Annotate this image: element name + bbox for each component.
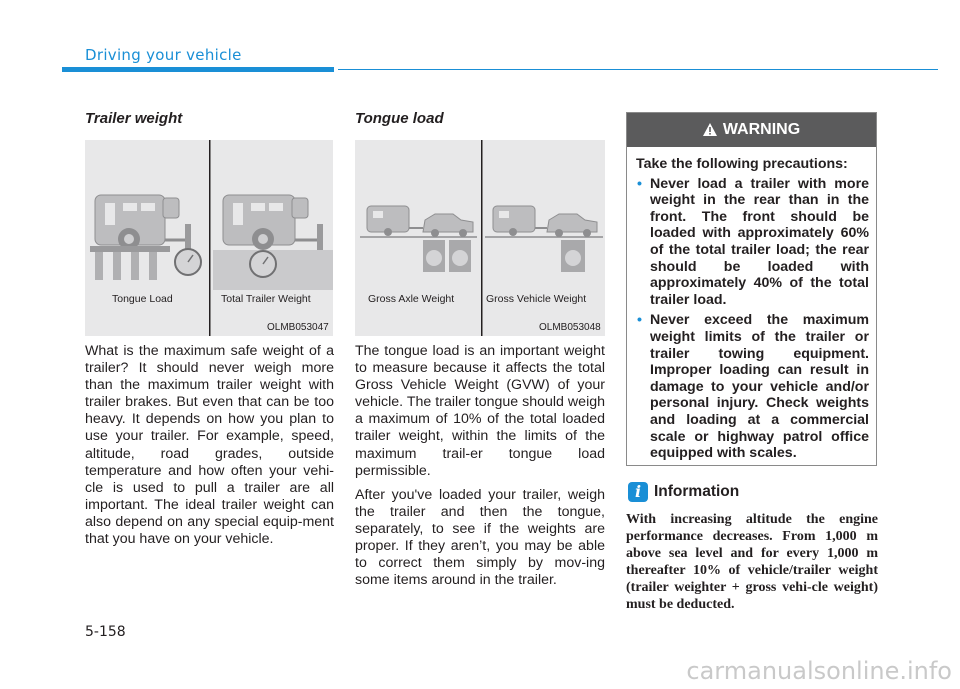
- gross-axle-weight-label: Gross Axle Weight: [368, 293, 455, 305]
- tongue-load-figure: [355, 140, 605, 336]
- warning-item: [636, 176, 869, 309]
- warning-item: [636, 312, 869, 461]
- warning-title: [627, 113, 876, 147]
- tongue-load-text-1: The tongue load is an important weight to measure because it affects the total Gross Vehicle Weight (GVW) of your vehicle. The trailer tongue should weigh a maximum of 10% of the total loaded trailer weight, within the limits of the maximum trail-er tongue load permissible.: [355, 343, 605, 479]
- watermark: carmanualsonline.info: [686, 657, 952, 685]
- header-rule: [338, 69, 938, 70]
- warning-body: [636, 156, 869, 466]
- section-title: Driving your vehicle: [85, 46, 242, 64]
- warning-box: [626, 112, 877, 466]
- page-number: 5-158: [85, 624, 126, 640]
- figure-code: OLMB053048: [539, 322, 601, 333]
- bullet-dot-icon: •: [637, 312, 642, 329]
- warning-intro: Take the following precautions:: [636, 156, 848, 172]
- tongue-load-heading: Tongue load: [355, 110, 444, 127]
- warning-item-text: Never load a trailer with more weight in the rear than in the front. The front should be loaded with approximately 60% of the total trailer load; the rear should be loaded with approximately 40% of the total trailer load.: [650, 175, 869, 308]
- warning-list: [636, 176, 869, 462]
- warning-triangle-icon: [703, 123, 717, 136]
- information-title: Information: [654, 483, 740, 500]
- trailer-weight-figure: [85, 140, 333, 336]
- warning-item-text: Never exceed the maximum weight limits of the trailer or trailer towing equipment. Improper loading can result in damage to your vehicle and/or personal injury. Check weights and loading at a commercial scale or highway patrol office equipped with scales.: [650, 312, 869, 462]
- information-text: With increasing altitude the engine performance decreases. From 1,000 m above sea level and for every 1,000 m thereafter 10% of vehicle/trailer weight (trailer weighter + gross vehi-cle weight) must be deducted.: [626, 512, 878, 612]
- trailer-weight-illustration: [85, 140, 333, 336]
- info-icon: i: [628, 482, 648, 502]
- header-accent-bar: [62, 67, 334, 72]
- trailer-weight-heading: Trailer weight: [85, 110, 183, 127]
- tongue-load-text-2: After you've loaded your trailer, weigh the trailer and then the tongue, separately, to see if the weights are proper. If they aren’t, you may be able to correct them simply by mov-ing some items around in the trailer.: [355, 486, 605, 589]
- tongue-load-illustration: [355, 140, 605, 336]
- warning-title-text: WARNING: [722, 121, 801, 138]
- tongue-load-paragraphs: [355, 343, 605, 596]
- trailer-weight-paragraph: [85, 343, 334, 555]
- bullet-dot-icon: •: [637, 175, 642, 192]
- tongue-load-label: Tongue Load: [112, 293, 173, 305]
- trailer-weight-text: What is the maximum safe weight of a trailer? It should never weigh more than the maximum trailer weight with trailer brakes. But even that can be too heavy. It depends on how you plan to use your trailer. For example, speed, altitude, road grades, outside temperature and how often your vehi-cle is used to pull a trailer are all important. The ideal trailer weight can also depend on any special equip-ment that you have on your vehicle.: [85, 343, 334, 548]
- total-trailer-weight-label: Total Trailer Weight: [221, 293, 311, 305]
- gross-vehicle-weight-label: Gross Vehicle Weight: [486, 293, 587, 305]
- figure-code: OLMB053047: [267, 322, 329, 333]
